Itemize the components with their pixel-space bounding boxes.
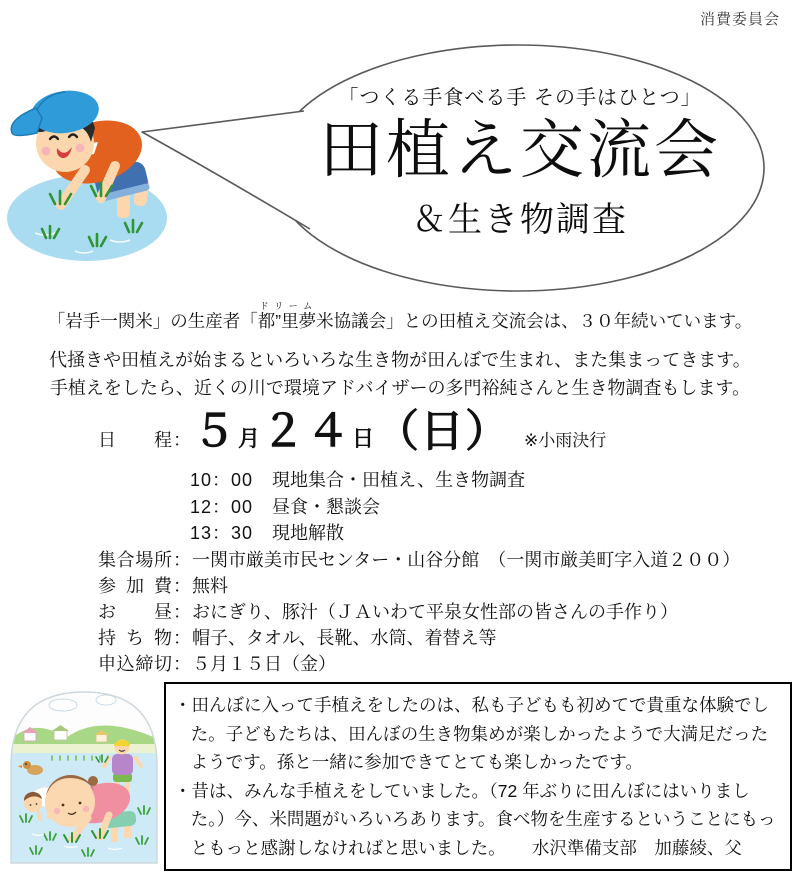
colon: ： xyxy=(173,549,191,570)
schedule-desc: 現地集合・田植え、生き物調査 xyxy=(272,470,526,490)
date-weekday: （日） xyxy=(375,407,511,456)
children-planting-rice-illustration xyxy=(8,686,160,866)
colon: ： xyxy=(173,575,191,596)
detail-row-lunch xyxy=(98,599,740,625)
date-label: 日程 xyxy=(98,430,172,450)
intro-line-2: 代掻きや田植えが始まるといろいろな生き物が田んぼで生まれ、また集まってきます。 xyxy=(49,349,751,370)
schedule-item xyxy=(98,467,740,494)
detail-label: 参加費 xyxy=(98,575,172,596)
rain-note: ※小雨決行 xyxy=(524,431,607,450)
detail-row-deadline xyxy=(98,651,740,677)
detail-value: 無料 xyxy=(192,575,228,596)
event-title: 田植え交流会 xyxy=(319,114,721,186)
intro-section xyxy=(0,301,800,402)
detail-value: ５月１５日（金） xyxy=(192,653,336,674)
intro-line-3: 手植えをしたら、近くの川で環境アドバイザーの多門裕純さんと生き物調査もします。 xyxy=(49,377,751,398)
bubble-text xyxy=(268,35,772,241)
schedule-date-row xyxy=(98,407,740,467)
intro-line-1 xyxy=(0,301,800,333)
testimonial-box xyxy=(164,682,792,871)
date-day-unit: 日 xyxy=(352,426,375,451)
producer-name: 都”里夢 xyxy=(257,311,317,331)
detail-label: 持ち物 xyxy=(98,627,172,648)
intro-line-1-pre: 「岩手一関米」の生産者「 xyxy=(47,311,258,331)
event-catchphrase: 「つくる手食べる手 その手はひとつ」 xyxy=(338,87,702,109)
detail-value: 一関市厳美市民センター・山谷分館 （一関市厳美町字入道２００） xyxy=(192,549,741,570)
date-month: ５ xyxy=(192,407,237,456)
testimonial-1: ・田んぼに入って手植えをしたのは、私も子どもも初めてで貴重な体験でした。子どもたちは、田んぼの生き物集めが楽しかったようで大満足だったようです。孫と一緒に参加できてとても楽しかったです。 xyxy=(174,695,769,772)
cloud xyxy=(49,699,77,711)
schedule-time: 13：30 xyxy=(190,523,254,543)
colon: ： xyxy=(173,430,191,450)
colon: ： xyxy=(173,653,191,674)
testimonial-2: ・昔は、みんな手植えをしていました。（72 年ぶりに田んぼにはいりました。）今、米問題がいろいろあります。食べ物を生産するということにもっともっと感謝しなければと思いました。 水沢準備支部 加藤綾、父 xyxy=(174,780,776,858)
schedule-desc: 昼食・懇談会 xyxy=(272,496,380,517)
colon: ： xyxy=(173,627,191,648)
detail-row-meeting-place xyxy=(98,547,740,573)
detail-label: お昼 xyxy=(98,601,172,622)
event-subtitle: ＆生き物調査 xyxy=(412,201,628,239)
colon: ： xyxy=(173,601,191,622)
producer-name-ruby xyxy=(257,301,317,331)
detail-label: 申込締切 xyxy=(98,653,172,674)
date-day: ２４ xyxy=(261,407,352,456)
schedule-time: 10：00 xyxy=(190,470,254,490)
detail-value: 帽子、タオル、長靴、水筒、着替え等 xyxy=(192,627,497,648)
detail-label: 集合場所 xyxy=(98,549,172,570)
producer-name-furigana: ドリーム xyxy=(257,301,317,311)
title-speech-bubble xyxy=(118,35,786,303)
detail-row-fee xyxy=(98,573,740,599)
date-month-unit: 月 xyxy=(238,426,261,451)
intro-line-1-post: 米協議会」との田植え交流会は、３０年続いています。 xyxy=(316,311,753,331)
schedule-item xyxy=(98,494,740,521)
field-path xyxy=(8,744,160,753)
schedule-time: 12：00 xyxy=(190,496,254,517)
detail-value: おにぎり、豚汁（ＪＡいわて平泉女性部の皆さんの手作り） xyxy=(192,601,678,622)
event-details xyxy=(98,407,741,677)
detail-row-belongings xyxy=(98,625,740,651)
schedule-item xyxy=(98,520,740,547)
committee-label: 消費委員会 xyxy=(699,12,780,28)
schedule-desc: 現地解散 xyxy=(272,523,344,543)
